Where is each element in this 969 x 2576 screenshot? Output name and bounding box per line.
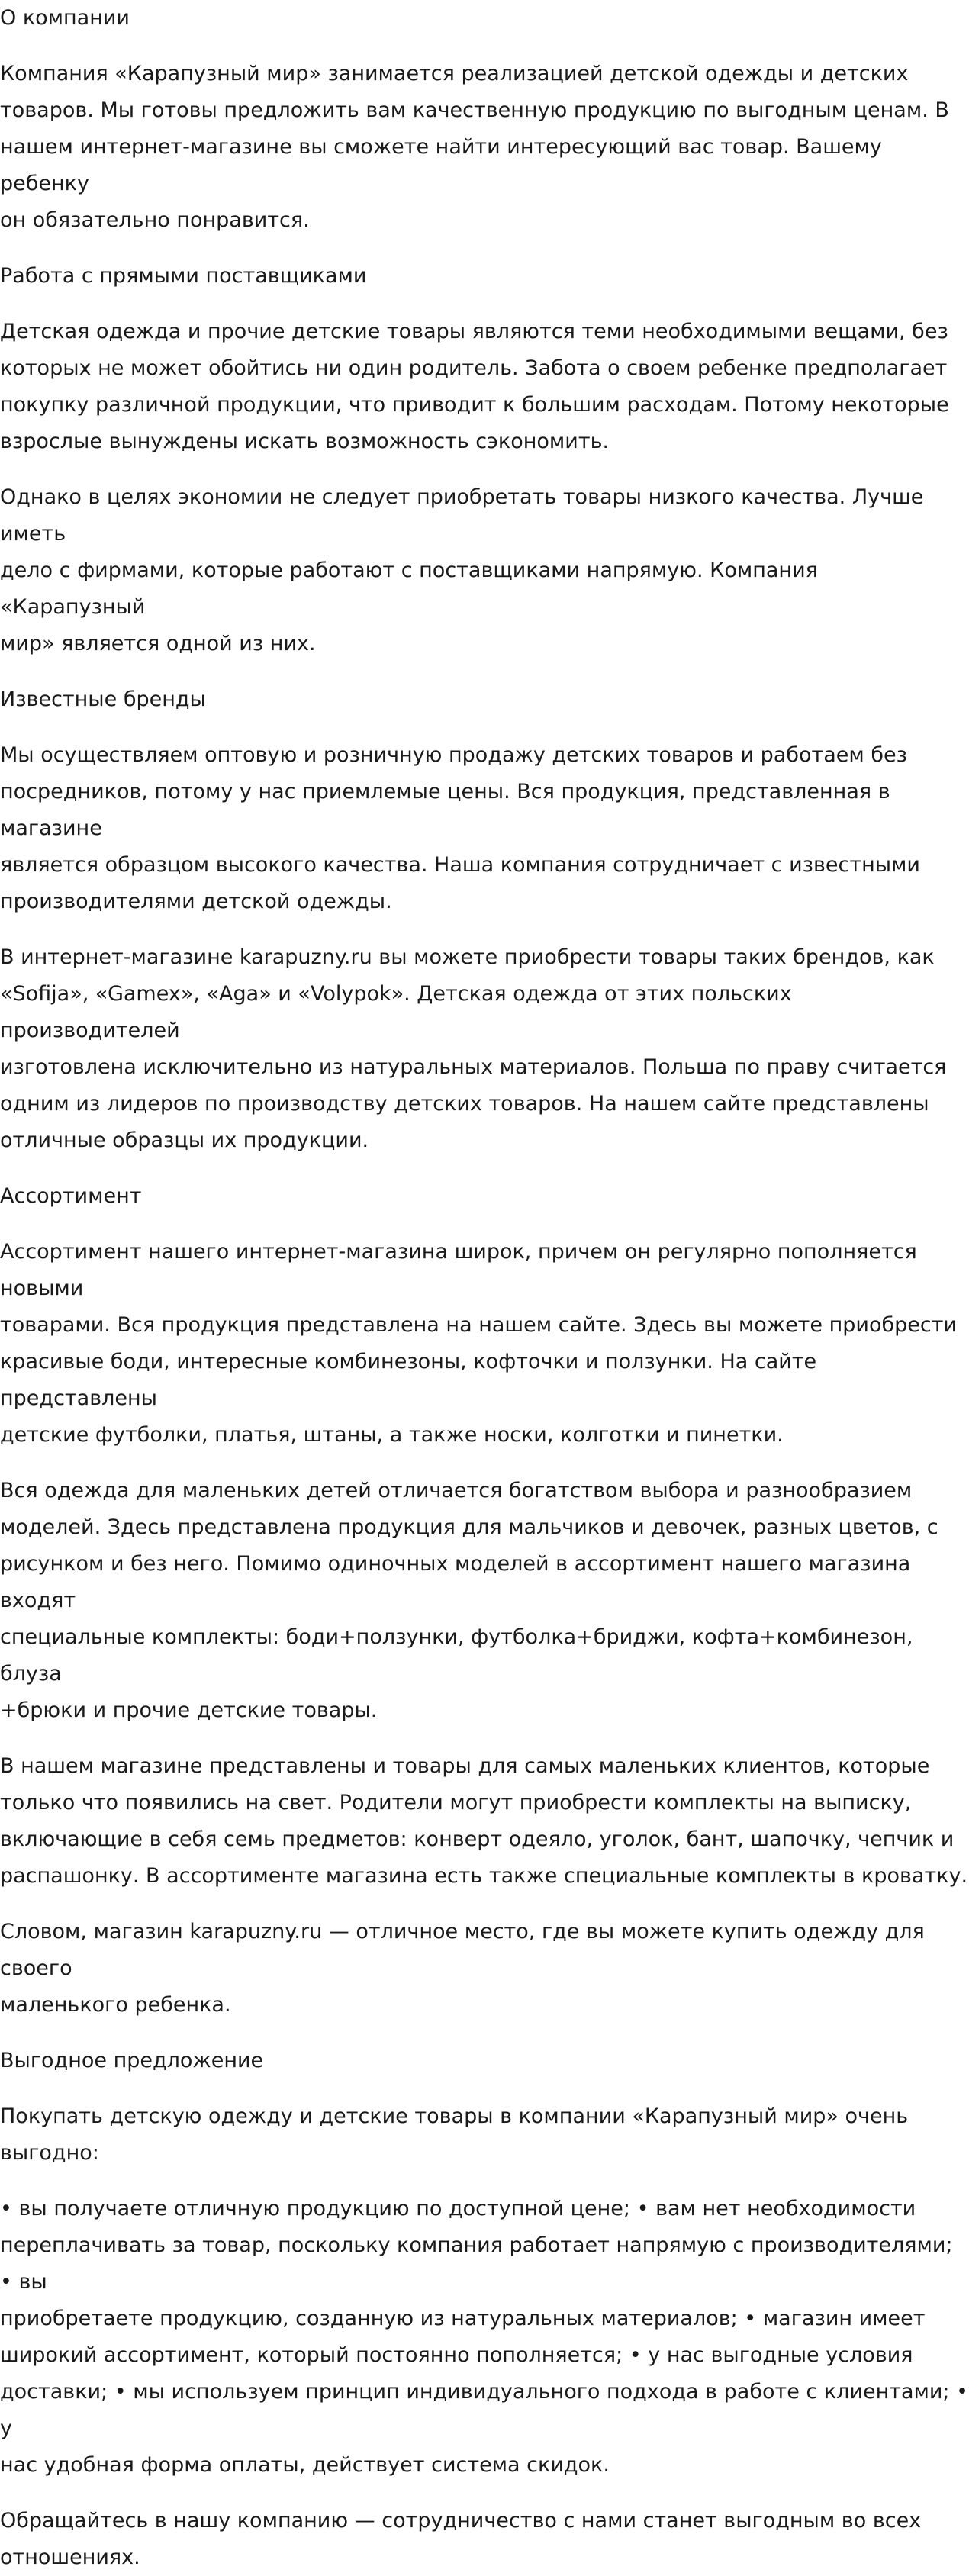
section-heading-assortment: Ассортимент xyxy=(0,1184,142,1208)
paragraph: Словом, магазин karapuzny.ru — отличное место, где вы можете купить одежду для своего маленького ребенка. xyxy=(0,1920,925,2017)
paragraph: Мы осуществляем оптовую и розничную продажу детских товаров и работаем без посредников, потому у нас приемлемые цены. Вся продукция, представленная в магазине является образцом высокого качества. Наша компания сотрудничает с известными производителями детской одежды. xyxy=(0,743,920,913)
section-heading-brands: Известные бренды xyxy=(0,687,206,711)
paragraph: Вся одежда для маленьких детей отличается богатством выбора и разнообразием моделей. Здесь представлена продукция для мальчиков и девочек, разных цветов, с рисунком и без него. Помимо одиночных моделей в ассортимент нашего магазина входят специальные комплекты: боди+ползунки, футболка+бриджи, кофта+комбинезон, блуза +брюки и прочие детские товары. xyxy=(0,1479,938,1722)
paragraph: Ассортимент нашего интернет-магазина широк, причем он регулярно пополняется новыми товарами. Вся продукция представлена на нашем сайте. Здесь вы можете приобрести красивые боди, интересные комбинезоны, кофточки и ползунки. На сайте представлены детские футболки, платья, штаны, а также носки, колготки и пинетки. xyxy=(0,1240,957,1447)
section-heading-direct-suppliers: Работа с прямыми поставщиками xyxy=(0,264,367,288)
paragraph: В интернет-магазине karapuzny.ru вы можете приобрести товары таких брендов, как «Sofija», «Gamex», «Aga» и «Volypok». Детская одежда от этих польских производителей изготовлена исключительно из натуральных материалов. Польша по праву считается одним из лидеров по производству детских товаров. На нашем сайте представлены отличные образцы их продукции. xyxy=(0,945,947,1152)
paragraph: В нашем магазине представлены и товары для самых маленьких клиентов, которые только что появились на свет. Родители могут приобрести комплекты на выписку, включающие в себя семь предметов: конверт одеяло, уголок, бант, шапочку, чепчик и распашонку. В ассортименте магазина есть также специальные комплекты в кроватку. xyxy=(0,1754,968,1888)
bullet-paragraph: • вы получаете отличную продукцию по доступной цене; • вам нет необходимости переплачивать за товар, поскольку компания работает напрямую с производителями; • вы приобретаете продукцию, созданную из натуральных материалов; • магазин имеет широкий ассортимент, который постоянно пополняется; • у нас выгодные условия доставки; • мы используем принцип индивидуального подхода в работе с клиентами; • у нас удобная форма оплаты, действует система скидок. xyxy=(0,2197,969,2477)
paragraph: Однако в целях экономии не следует приобретать товары низкого качества. Лучше иметь дело с фирмами, которые работают с поставщиками напрямую. Компания «Карапузный мир» является одной из них. xyxy=(0,485,924,655)
paragraph: Покупать детскую одежду и детские товары в компании «Карапузный мир» очень выгодно: xyxy=(0,2104,909,2165)
paragraph: Компания «Карапузный мир» занимается реализацией детской одежды и детских товаров. Мы готовы предложить вам качественную продукцию по выгодным ценам. В нашем интернет-магазине вы сможете найти интересующий вас товар. Вашему ребенку он обязательно понравится. xyxy=(0,62,949,232)
section-heading-offer: Выгодное предложение xyxy=(0,2049,264,2072)
paragraph: Детская одежда и прочие детские товары являются теми необходимыми вещами, без которых не может обойтись ни один родитель. Забота о своем ребенке предполагает покупку различной продукции, что приводит к большим расходам. Потому некоторые взрослые вынуждены искать возможность сэкономить. xyxy=(0,320,949,453)
section-heading-about: О компании xyxy=(0,6,130,30)
paragraph: Обращайтесь в нашу компанию — сотрудничество с нами станет выгодным во всех отношениях. xyxy=(0,2509,922,2569)
